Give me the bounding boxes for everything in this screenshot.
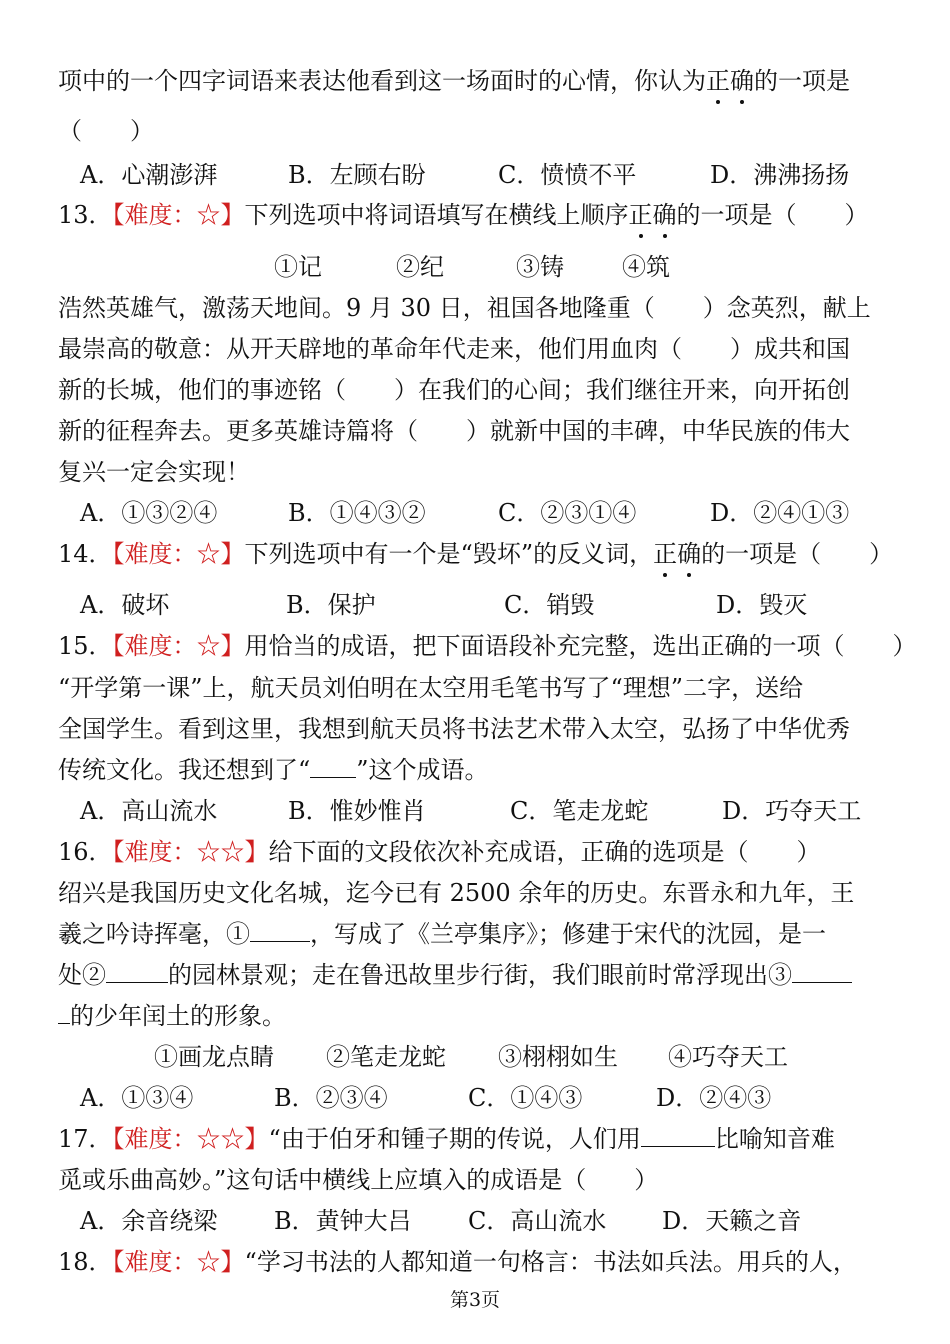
emphasis-char: 正 bbox=[706, 64, 730, 98]
word-item: ④筑 bbox=[622, 253, 670, 281]
q12-answer-paren: （ ） bbox=[58, 117, 154, 145]
fill-blank-continued[interactable] bbox=[58, 1001, 70, 1024]
option-d[interactable]: D．巧夺天工 bbox=[722, 797, 862, 825]
option-a[interactable]: A．高山流水 bbox=[80, 797, 218, 825]
q13-paragraph-line: 复兴一定会实现！ bbox=[58, 458, 250, 486]
difficulty-label: 【难度：☆☆】 bbox=[112, 1125, 269, 1153]
word-item: ④巧夺天工 bbox=[668, 1043, 788, 1071]
word-item: ①画龙点睛 bbox=[154, 1043, 274, 1071]
text: 的少年闰土的形象。 bbox=[70, 1002, 286, 1030]
emphasis-char: 确 bbox=[677, 537, 701, 571]
word-item: ②纪 bbox=[396, 253, 444, 281]
option-c[interactable]: C．愤愤不平 bbox=[498, 161, 637, 189]
option-c[interactable]: C．销毁 bbox=[504, 591, 595, 619]
option-b[interactable]: B．②③④ bbox=[274, 1084, 388, 1112]
q16-paragraph-line bbox=[58, 917, 898, 951]
option-c[interactable]: C．高山流水 bbox=[468, 1207, 607, 1235]
option-a[interactable]: A．①③④ bbox=[80, 1084, 194, 1112]
option-a[interactable]: A．①③②④ bbox=[80, 499, 218, 527]
option-c[interactable]: C．①④③ bbox=[468, 1084, 583, 1112]
question-number: 13． bbox=[58, 201, 113, 229]
text: “学习书法的人都知道一句格言：书法如兵法。用兵的人， bbox=[244, 1248, 857, 1276]
q15-stem bbox=[58, 629, 917, 663]
option-c[interactable]: C．笔走龙蛇 bbox=[510, 797, 649, 825]
emphasis-char: 确 bbox=[730, 64, 754, 98]
q16-paragraph-line: 绍兴是我国历史文化名城，迄今已有 2500 余年的历史。东晋永和九年，王 bbox=[58, 879, 855, 907]
text: 羲之吟诗挥毫，① bbox=[58, 920, 250, 948]
text: 比喻知音难 bbox=[714, 1125, 835, 1153]
text: 下列选项中将词语填写在横线上顺序 bbox=[244, 201, 629, 229]
q13-paragraph-line: 新的长城，他们的事迹铭（ ）在我们的心间；我们继往开来，向开拓创 bbox=[58, 376, 850, 404]
option-d[interactable]: D．沸沸扬扬 bbox=[710, 161, 850, 189]
page-number: 第3页 bbox=[449, 1289, 501, 1311]
question-number: 17． bbox=[58, 1125, 113, 1153]
option-a[interactable]: A．破坏 bbox=[80, 591, 170, 619]
q14-stem bbox=[58, 537, 898, 571]
text: 的一项是（ ） bbox=[676, 201, 869, 229]
fill-blank[interactable] bbox=[106, 960, 168, 983]
emphasis-char: 确 bbox=[653, 198, 677, 232]
question-number: 16． bbox=[58, 838, 113, 866]
difficulty-label: 【难度：☆☆】 bbox=[112, 838, 269, 866]
q15-paragraph-line: 全国学生。看到这里，我想到航天员将书法艺术带入太空，弘扬了中华优秀 bbox=[58, 715, 850, 743]
emphasis-char: 正 bbox=[629, 198, 653, 232]
q16-paragraph-line bbox=[58, 999, 898, 1033]
text: 传统文化。我还想到了“ bbox=[58, 756, 311, 784]
option-c[interactable]: C．②③①④ bbox=[498, 499, 637, 527]
difficulty-label: 【难度：☆】 bbox=[112, 201, 245, 229]
word-item: ③栩栩如生 bbox=[498, 1043, 618, 1071]
q16-paragraph-line bbox=[58, 958, 898, 992]
text: 下列选项中有一个是“毁坏”的反义词， bbox=[244, 540, 654, 568]
difficulty-label: 【难度：☆】 bbox=[112, 632, 245, 660]
text: “由于伯牙和锺子期的传说，人们用 bbox=[268, 1125, 641, 1153]
question-number: 14． bbox=[58, 540, 113, 568]
text: 的一项是（ ） bbox=[701, 540, 894, 568]
fill-blank[interactable] bbox=[250, 919, 310, 942]
text: 用恰当的成语，把下面语段补充完整，选出正确的一项（ ） bbox=[244, 632, 917, 660]
option-d[interactable]: D．②④③ bbox=[656, 1084, 772, 1112]
q15-paragraph-line bbox=[58, 753, 898, 787]
word-item: ③铸 bbox=[516, 253, 564, 281]
text: 的园林景观；走在鲁迅故里步行街，我们眼前时常浮现出③ bbox=[168, 961, 792, 989]
option-a[interactable]: A．心潮澎湃 bbox=[80, 161, 218, 189]
fill-blank[interactable] bbox=[310, 755, 356, 778]
text: ”这个成语。 bbox=[356, 756, 489, 784]
text: 给下面的文段依次补充成语，正确的选项是（ ） bbox=[268, 838, 821, 866]
difficulty-label: 【难度：☆】 bbox=[112, 1248, 245, 1276]
question-number: 15． bbox=[58, 632, 113, 660]
q17-stem-line2: 觅或乐曲高妙。”这句话中横线上应填入的成语是（ ） bbox=[58, 1166, 659, 1194]
emphasis-char: 正 bbox=[653, 537, 677, 571]
q13-stem bbox=[58, 198, 898, 232]
option-b[interactable]: B．①④③② bbox=[288, 499, 426, 527]
q12-stem-continued bbox=[58, 64, 898, 98]
q17-stem bbox=[58, 1122, 898, 1156]
option-b[interactable]: B．惟妙惟肖 bbox=[288, 797, 426, 825]
q13-paragraph-line: 浩然英雄气，激荡天地间。9 月 30 日，祖国各地隆重（ ）念英烈，献上 bbox=[58, 294, 871, 322]
text: 处② bbox=[58, 961, 106, 989]
option-d[interactable]: D．天籁之音 bbox=[662, 1207, 802, 1235]
fill-blank[interactable] bbox=[792, 960, 852, 983]
q13-paragraph-line: 新的征程奔去。更多英雄诗篇将（ ）就新中国的丰碑，中华民族的伟大 bbox=[58, 417, 850, 445]
q16-stem bbox=[58, 835, 898, 869]
option-d[interactable]: D．②④①③ bbox=[710, 499, 850, 527]
q13-paragraph-line: 最崇高的敬意：从开天辟地的革命年代走来，他们用血肉（ ）成共和国 bbox=[58, 335, 850, 363]
q15-paragraph-line: “开学第一课”上，航天员刘伯明在太空用毛笔书写了“理想”二字，送给 bbox=[58, 674, 804, 702]
word-item: ②笔走龙蛇 bbox=[326, 1043, 446, 1071]
text: ，写成了《兰亭集序》；修建于宋代的沈园，是一 bbox=[310, 920, 826, 948]
text: 项中的一个四字词语来表达他看到这一场面时的心情，你认为 bbox=[58, 67, 706, 95]
option-d[interactable]: D．毁灭 bbox=[716, 591, 808, 619]
q18-stem bbox=[58, 1245, 898, 1279]
word-item: ①记 bbox=[274, 253, 322, 281]
option-a[interactable]: A．余音绕梁 bbox=[80, 1207, 218, 1235]
option-b[interactable]: B．黄钟大吕 bbox=[274, 1207, 412, 1235]
difficulty-label: 【难度：☆】 bbox=[112, 540, 245, 568]
question-number: 18． bbox=[58, 1248, 113, 1276]
text: 的一项是 bbox=[754, 67, 850, 95]
fill-blank[interactable] bbox=[641, 1124, 715, 1147]
option-b[interactable]: B．保护 bbox=[286, 591, 376, 619]
option-b[interactable]: B．左顾右盼 bbox=[288, 161, 426, 189]
